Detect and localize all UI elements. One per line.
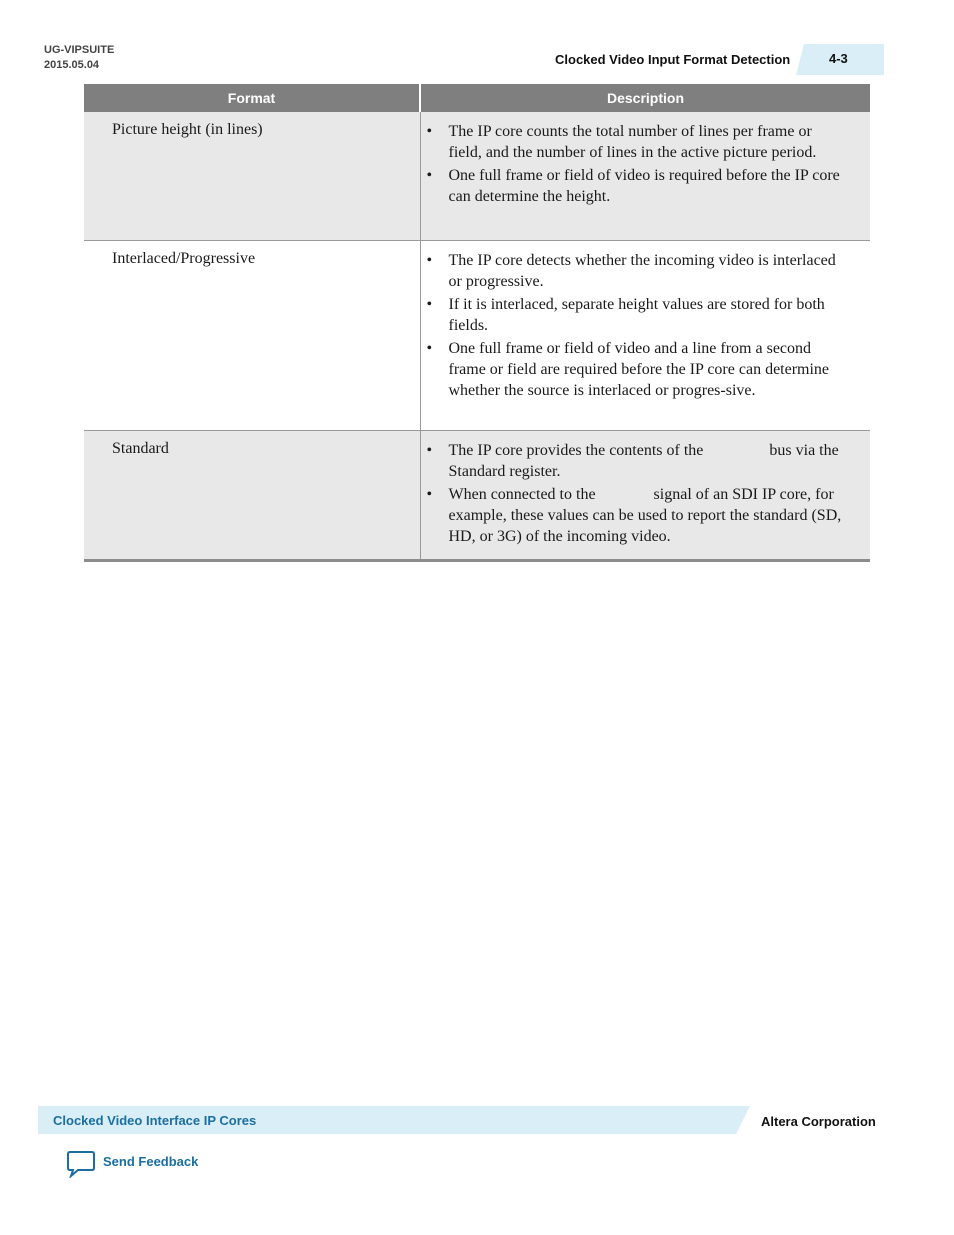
table-row (84, 430, 870, 560)
section-title: Clocked Video Input Format Detection (555, 52, 791, 67)
list-item (427, 484, 843, 547)
description-cell (420, 430, 870, 560)
description-cell (420, 112, 870, 240)
bullet-text-end: bus via the Standard register. (448, 441, 839, 480)
bullet-list (427, 121, 843, 207)
column-header-description: Description (420, 84, 870, 112)
format-cell: Interlaced/Progressive (84, 240, 420, 430)
description-cell (420, 240, 870, 430)
list-item: • The IP core detects whether the incoming video is interlaced or progressive. (427, 250, 843, 292)
page-number: 4-3 (829, 51, 848, 66)
list-item: • One full frame or field of video and a line from a second frame or field are required before the IP core can determine whether the source is interlaced or progres-sive. (427, 338, 843, 401)
bullet-text-start: The IP core provides the contents of the (448, 441, 704, 459)
doc-date: 2015.05.04 (44, 59, 100, 71)
list-item (427, 440, 843, 482)
table-row (84, 112, 870, 240)
table-row (84, 240, 870, 430)
bullet-list (427, 440, 843, 547)
document-id (44, 43, 114, 73)
column-header-format: Format (84, 84, 420, 112)
format-cell: Picture height (in lines) (84, 112, 420, 240)
footer-doc-title[interactable]: Clocked Video Interface IP Cores (53, 1113, 257, 1128)
bullet-list (427, 250, 843, 401)
list-item: • If it is interlaced, separate height values are stored for both fields. (427, 294, 843, 336)
list-item: • The IP core counts the total number of lines per frame or field, and the number of lines in the active picture period. (427, 121, 843, 163)
bullet-text-start: When connected to the (448, 485, 596, 503)
footer-company: Altera Corporation (761, 1114, 876, 1129)
send-feedback-link[interactable]: Send Feedback (103, 1154, 199, 1169)
format-cell: Standard (84, 430, 420, 560)
bullet-text-end: signal of an SDI IP core, for example, these values can be used to report the standard (SD, HD, or 3G) of the incoming video. (448, 485, 842, 545)
feedback-icon[interactable] (66, 1150, 96, 1178)
doc-code: UG-VIPSUITE (44, 44, 115, 56)
list-item: • One full frame or field of video is required before the IP core can determine the height. (427, 165, 843, 207)
format-detection-table (84, 84, 870, 562)
page-number-tab (796, 44, 884, 75)
table-header-row (84, 84, 870, 112)
